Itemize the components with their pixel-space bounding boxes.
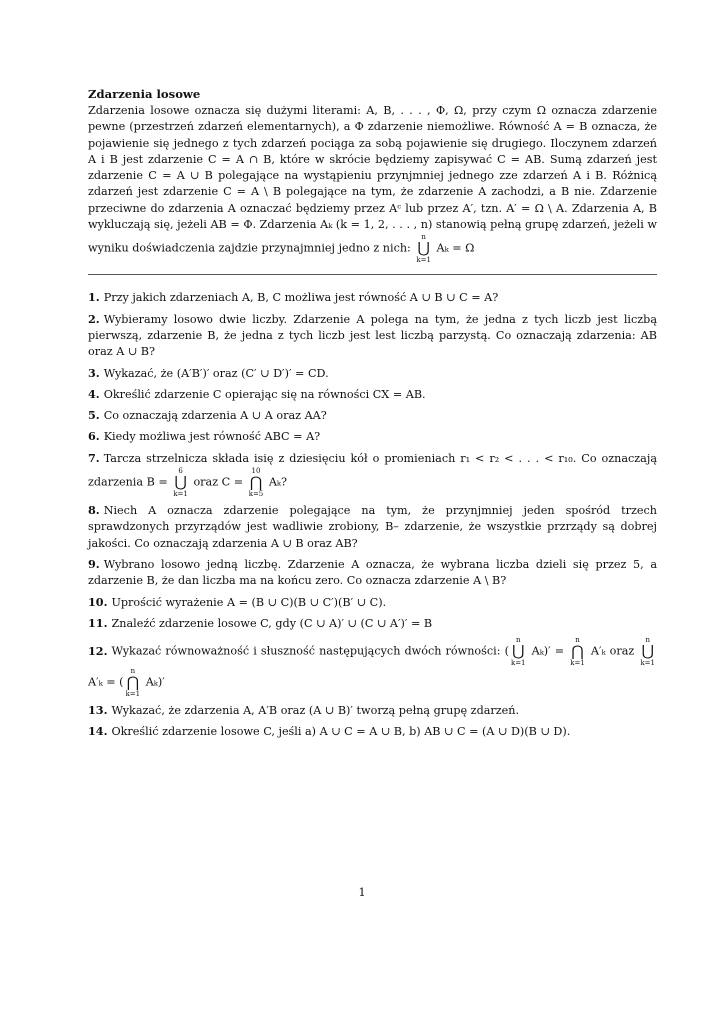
problem-item bbox=[88, 386, 657, 403]
problem-text: Określić zdarzenie C opierając się na równości CX = AB. bbox=[103, 387, 426, 401]
op-upper-limit: 6 bbox=[178, 467, 183, 476]
problem-text: Co oznaczają zdarzenia A ∪ A oraz AA? bbox=[103, 409, 327, 423]
problem-text: Wybrano losowo jedną liczbę. Zdarzenie A oznacza, że wybrana liczba dzieli się przez 5, a zdarzenie B, że dan liczba ma na końcu zero. Co oznacza zdarzenie A \ B? bbox=[88, 557, 657, 588]
op-symbol: ⋂ bbox=[571, 642, 584, 661]
op-upper-limit: n bbox=[515, 636, 521, 645]
problem-item bbox=[88, 289, 657, 306]
problem-number: 13. bbox=[88, 703, 108, 718]
union-operator bbox=[640, 636, 655, 667]
union-operator bbox=[416, 233, 431, 264]
op-symbol: ⋃ bbox=[641, 642, 654, 661]
problem-text: Znaleźć zdarzenie losowe C, gdy (C ∪ A)′ ∪ (C ∪ A′)′ = B bbox=[111, 616, 433, 630]
intersection-operator bbox=[570, 636, 585, 667]
problem-text: Wykazać, że (A′B′)′ oraz (C′ ∪ D′)′ = CD. bbox=[103, 366, 329, 380]
problem-number: 14. bbox=[88, 724, 108, 739]
op-symbol: ⋂ bbox=[126, 673, 139, 692]
op-lower-limit: k=5 bbox=[248, 490, 264, 499]
problem-text: Przy jakich zdarzeniach A, B, C możliwa jest równość A ∪ B ∪ C = A? bbox=[103, 291, 499, 305]
problem-item bbox=[88, 450, 657, 498]
op-lower-limit: k=1 bbox=[125, 690, 141, 699]
problem-text: Wykazać równoważność i słuszność następujących dwóch równości: ( bbox=[111, 644, 509, 658]
problem-text: Tarcza strzelnicza składa isię z dziesięciu kół o promieniach r₁ < r₂ < . . . < r₁₀. Co oznaczają zdarzenia B = bbox=[88, 451, 657, 489]
problem-item bbox=[88, 407, 657, 424]
op-symbol: ⋂ bbox=[249, 473, 263, 492]
problem-number: 10. bbox=[88, 594, 108, 609]
intersection-operator bbox=[126, 667, 141, 698]
problem-text: Uprościć wyrażenie A = (B ∪ C)(B ∪ C′)(B′ ∪ C). bbox=[111, 595, 387, 609]
problem-text: Kiedy możliwa jest równość ABC = A? bbox=[103, 430, 321, 444]
op-upper-limit: n bbox=[645, 636, 650, 645]
op-upper-limit: n bbox=[130, 667, 136, 676]
op-lower-limit: k=1 bbox=[570, 659, 585, 668]
union-operator bbox=[173, 467, 188, 498]
problem-number: 1. bbox=[88, 290, 100, 305]
problem-item bbox=[88, 556, 657, 590]
problem-item bbox=[88, 428, 657, 445]
problem-number: 6. bbox=[88, 429, 100, 444]
problem-text: oraz C = bbox=[193, 475, 244, 489]
problem-text: A′ₖ oraz bbox=[590, 644, 635, 658]
page-number: 1 bbox=[358, 886, 366, 899]
op-lower-limit: k=1 bbox=[173, 490, 188, 499]
problem-number: 5. bbox=[88, 408, 100, 423]
problem-text: Określić zdarzenie losowe C, jeśli a) A ∪ C = A ∪ B, b) AB ∪ C = (A ∪ D)(B ∪ D). bbox=[111, 725, 571, 739]
op-upper-limit: n bbox=[421, 233, 426, 242]
op-upper-limit: 10 bbox=[251, 467, 261, 476]
intro-formula: Aₖ = Ω bbox=[436, 241, 475, 255]
problem-item bbox=[88, 615, 657, 632]
problem-text: Aₖ)′ bbox=[145, 675, 165, 689]
op-lower-limit: k=1 bbox=[416, 256, 431, 265]
problem-item bbox=[88, 311, 657, 361]
problem-number: 12. bbox=[88, 643, 108, 658]
intersection-operator bbox=[249, 467, 264, 498]
problem-item bbox=[88, 594, 657, 611]
problem-text: Wykazać, że zdarzenia A, A′B oraz (A ∪ B)′ tworzą pełną grupę zdarzeń. bbox=[111, 704, 520, 718]
problem-number: 4. bbox=[88, 386, 100, 401]
op-lower-limit: k=1 bbox=[640, 659, 655, 668]
problem-item bbox=[88, 365, 657, 382]
problem-item bbox=[88, 636, 657, 698]
divider bbox=[88, 274, 657, 275]
op-upper-limit: n bbox=[575, 636, 580, 645]
problem-text: Aₖ)′ = bbox=[531, 644, 565, 658]
problem-text: Niech A oznacza zdarzenie polegające na tym, że przynjmniej jeden spośród trzech sprawdzonych przyrządów jest wadliwie zrobiony, B– zdarzenie, że wszystkie przrządy są dobrej jakości. Co oznaczają zdarzenia A ∪ B oraz AB? bbox=[88, 504, 657, 550]
intro-paragraph bbox=[88, 103, 657, 264]
problem-list bbox=[88, 289, 657, 740]
problem-text: Aₖ? bbox=[268, 475, 287, 489]
problem-item bbox=[88, 502, 657, 552]
problem-item bbox=[88, 702, 657, 719]
section-heading: Zdarzenia losowe bbox=[88, 87, 201, 101]
problem-number: 8. bbox=[88, 503, 100, 518]
problem-item bbox=[88, 723, 657, 740]
problem-number: 2. bbox=[88, 311, 100, 326]
problem-number: 9. bbox=[88, 556, 100, 571]
op-symbol: ⋃ bbox=[174, 473, 187, 492]
op-symbol: ⋃ bbox=[512, 642, 525, 661]
op-lower-limit: k=1 bbox=[510, 659, 526, 668]
op-symbol: ⋃ bbox=[417, 239, 430, 258]
intro-text: Zdarzenia losowe oznacza się dużymi literami: A, B, . . . , Φ, Ω, przy czym Ω oznacza zdarzenie pewne (przestrzeń zdarzeń elementarnych), a Φ zdarzenie niemożliwe. Równość A = B oznacza, że pojawienie się jednego z tych zdarzeń pociąga za sobą pojawienie się drugiego. Iloczynem zdarzeń A i B jest zdarzenie C = A ∩ B, które w skrócie będziemy zapisywać C = AB. Sumą zdarzeń jest zdarzenie C = A ∪ B polegające na wystąpieniu przynjmniej jednego zze zdarzeń A i B. Różnicą zdarzeń jest zdarzenie C = A \ B polegające na tym, że zdarzenie A zachodzi, a B nie. Zdarzenie przeciwne do zdarzenia A oznaczać będziemy przez Aᶜ lub przez A′, tzn. A′ = Ω \ A. Zdarzenia A, B wykluczają się, jeżeli AB = Φ. Zdarzenia Aₖ (k = 1, 2, . . . , n) stanowią pełną grupę zdarzeń, jeżeli w wyniku doświadczenia zajdzie przynajmniej jedno z nich: bbox=[88, 104, 657, 255]
problem-text: A′ₖ = ( bbox=[88, 675, 124, 689]
problem-number: 3. bbox=[88, 365, 100, 380]
content bbox=[88, 86, 657, 745]
problem-number: 7. bbox=[88, 450, 100, 465]
problem-text: Wybieramy losowo dwie liczby. Zdarzenie A polega na tym, że jedna z tych liczb jest liczbą pierwszą, zdarzenie B, że jedna z tych liczb jest lest liczbą parzystą. Co oznaczają zdarzenia: AB oraz A ∪ B? bbox=[88, 312, 657, 359]
union-operator bbox=[511, 636, 526, 667]
problem-number: 11. bbox=[88, 615, 108, 630]
